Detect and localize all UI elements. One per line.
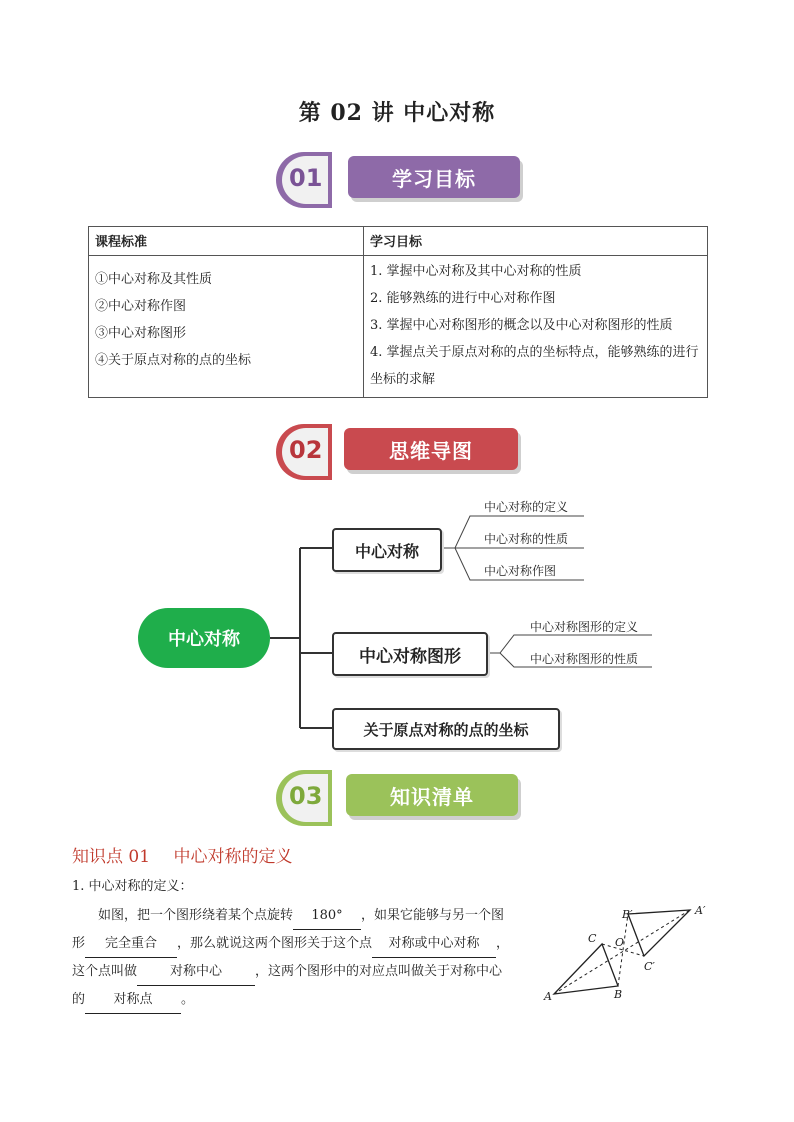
answer-blank: 完全重合 [85,930,177,958]
text: ， [496,936,510,951]
mindmap-root: 中心对称 [138,608,270,668]
answer-blank: 对称中心 [137,958,255,986]
list-item: ②中心对称作图 [95,299,187,314]
figure-label: A [544,990,552,1003]
mindmap-leaf: 中心对称的定义 [484,500,569,514]
text: ，这两个图形中的对应点叫做关于对称中心 [255,964,503,979]
mindmap-leaf: 中心对称图形的定义 [530,620,639,634]
section-number: 02 [289,436,323,464]
standards-list [95,266,357,374]
mindmap-leaf: 中心对称图形的性质 [530,652,639,666]
objectives-list [370,258,701,393]
knowledge-point-title: 中心对称的定义 [173,847,293,867]
mindmap-leaf: 中心对称作图 [484,564,557,578]
section-label: 思维导图 [344,428,518,470]
text: 这个点叫做 [72,964,138,979]
symmetry-figure [538,900,718,1008]
list-item: 3. 掌握中心对称图形的概念以及中心对称图形的性质 [370,318,673,333]
text: ，那么就说这两个图形关于这个点 [177,936,373,951]
goals-table [88,226,708,398]
section-number: 01 [289,164,323,192]
figure-label: O [615,936,625,949]
figure-label: B′ [622,908,633,921]
section-number: 03 [289,782,323,810]
mindmap-branch-origin-coordinates: 关于原点对称的点的坐标 [332,708,560,750]
section-label: 学习目标 [348,156,520,198]
answer-blank: 180° [293,902,361,930]
knowledge-point-label: 知识点 01 [72,847,151,867]
item-heading: 1. 中心对称的定义： [72,879,193,894]
list-item: ①中心对称及其性质 [95,272,213,287]
mindmap-branch-center-symmetric-figure: 中心对称图形 [332,632,488,676]
list-item: ③中心对称图形 [95,326,187,341]
text: 形 [72,936,86,951]
figure-label: A′ [695,904,706,917]
table-header-objective: 学习目标 [364,227,708,256]
text: 的 [72,992,86,1007]
answer-blank: 对称点 [85,986,181,1014]
knowledge-point-heading [72,842,310,867]
section-banner-1 [272,150,532,212]
section-label: 知识清单 [346,774,518,816]
page-title: 第 02 讲 中心对称 [298,100,496,126]
list-item: 4. 掌握点关于原点对称的点的坐标特点，能够熟练的进行坐标的求解 [370,345,699,387]
mindmap-branch-center-symmetry: 中心对称 [332,528,442,572]
definition-paragraph [72,902,542,1014]
section-banner-3 [272,768,532,830]
figure-label: C′ [644,960,655,973]
answer-blank: 对称或中心对称 [372,930,496,958]
figure-label: C [588,932,597,945]
list-item: ④关于原点对称的点的坐标 [95,353,252,368]
list-item: 2. 能够熟练的进行中心对称作图 [370,291,556,306]
section-banner-2 [272,422,532,484]
text: 。 [181,992,195,1007]
mindmap-leaf: 中心对称的性质 [484,532,569,546]
text: ，如果它能够与另一个图 [361,908,505,923]
list-item: 1. 掌握中心对称及其中心对称的性质 [370,264,582,279]
figure-label: B [614,988,623,1001]
table-header-standard: 课程标准 [89,227,364,256]
text: 如图，把一个图形绕着某个点旋转 [98,908,294,923]
